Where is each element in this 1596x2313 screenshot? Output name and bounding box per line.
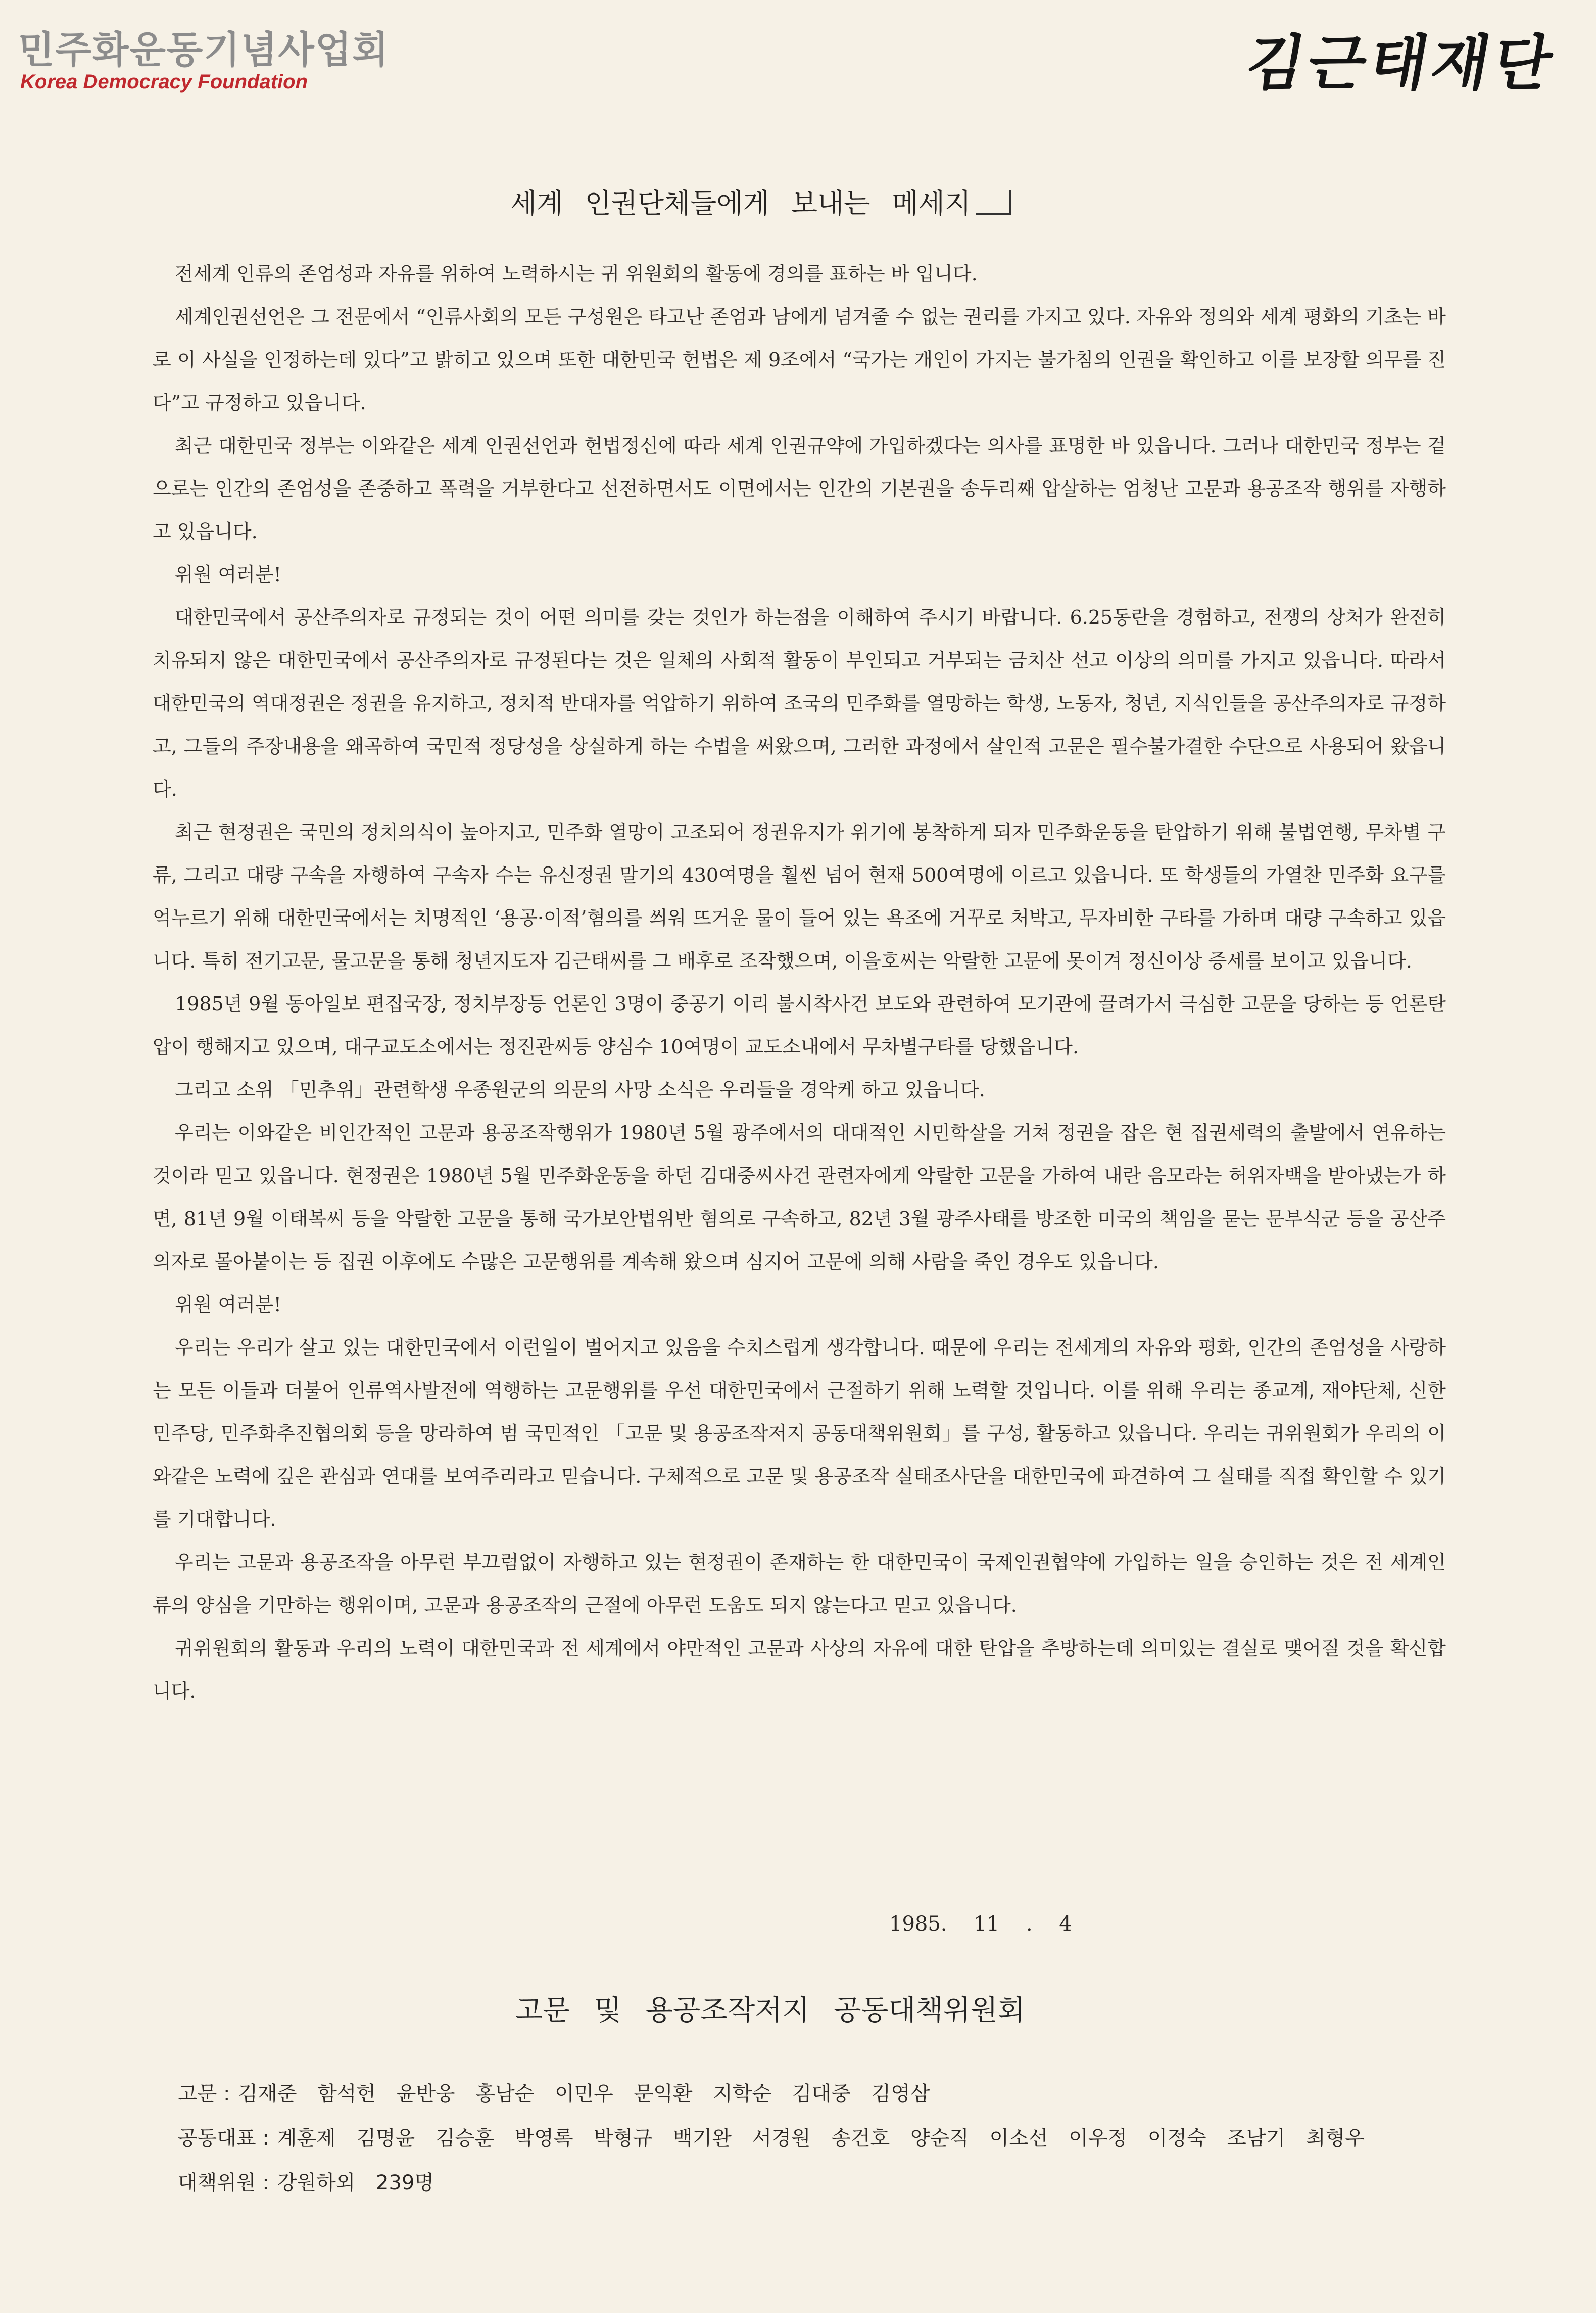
paragraph: 우리는 이와같은 비인간적인 고문과 용공조작행위가 1980년 5월 광주에서의 대대적인 시민학살을 거쳐 정권을 잡은 현 집권세력의 출발에서 연유하는 것이라 믿고 있읍니다. 현정권은 1980년 5월 민주화운동을 하던 김대중씨사건 관련자에게 악랄한 고문을 가하여 내란 음모라는 허위자백을 받아냈는가 하면, 81년 9월 이태복씨 등을 악랄한 고문을 통해 국가보안법위반 혐의로 구속하고, 82년 3월 광주사태를 방조한 미국의 책임을 묻는 문부식군 등을 공산주의자로 몰아붙이는 등 집권 이후에도 수많은 고문행위를 계속해 왔으며 심지어 고문에 의해 사람을 죽인 경우도 있읍니다.	[153, 1122, 1446, 1273]
member-row-advisors	[178, 2071, 1491, 2116]
foundation-logo-english: Korea Democracy Foundation	[20, 71, 308, 93]
signature-stamp: 김근태재단	[1241, 28, 1562, 98]
member-list	[178, 2071, 1491, 2205]
paragraph: 우리는 우리가 살고 있는 대한민국에서 이런일이 벌어지고 있음을 수치스럽게 생각합니다. 때문에 우리는 전세계의 자유와 평화, 인간의 존엄성을 사랑하는 모든 이들과 더불어 인류역사발전에 역행하는 고문행위를 우선 대한민국에서 근절하기 위해 노력할 것입니다. 이를 위해 우리는 종교계, 재야단체, 신한민주당, 민주화추진협의회 등을 망라하여 범 국민적인 「고문 및 용공조작저지 공동대책위원회」를 구성, 활동하고 있읍니다. 우리는 귀위원회가 우리의 이와같은 노력에 깊은 관심과 연대를 보여주리라고 믿습니다. 구체적으로 고문 및 용공조작 실태조사단을 대한민국에 파견하여 그 실태를 직접 확인할 수 있기를 기대합니다.	[153, 1336, 1446, 1530]
member-row-label: 고문 :	[178, 2082, 230, 2105]
paragraph: 우리는 고문과 용공조작을 아무런 부끄럼없이 자행하고 있는 현정권이 존재하는 한 대한민국이 국제인권협약에 가입하는 일을 승인하는 것은 전 세계인류의 양심을 기만하는 행위이며, 고문과 용공조작의 근절에 아무런 도움도 되지 않는다고 믿고 있읍니다.	[153, 1551, 1446, 1616]
document-title	[510, 182, 1011, 221]
paragraph: 귀위원회의 활동과 우리의 노력이 대한민국과 전 세계에서 야만적인 고문과 사상의 자유에 대한 탄압을 추방하는데 의미있는 결실로 맺어질 것을 확신합니다.	[153, 1637, 1446, 1702]
paragraph: 최근 대한민국 정부는 이와같은 세계 인권선언과 헌법정신에 따라 세계 인권규약에 가입하겠다는 의사를 표명한 바 있읍니다. 그러나 대한민국 정부는 겉으로는 인간의 존엄성을 존중하고 폭력을 거부한다고 선전하면서도 이면에서는 인간의 기본권을 송두리째 압살하는 엄청난 고문과 용공조작 행위를 자행하고 있읍니다.	[153, 435, 1446, 543]
paragraph: 1985년 9월 동아일보 편집국장, 정치부장등 언론인 3명이 중공기 이리 불시착사건 보도와 관련하여 모기관에 끌려가서 극심한 고문을 당하는 등 언론탄압이 행해지고 있으며, 대구교도소에서는 정진관씨등 양심수 10여명이 교도소내에서 무차별구타를 당했읍니다.	[153, 993, 1446, 1058]
member-row-committee	[178, 2160, 1491, 2205]
paragraph: 대한민국에서 공산주의자로 규정되는 것이 어떤 의미를 갖는 것인가 하는점을 이해하여 주시기 바랍니다. 6.25동란을 경험하고, 전쟁의 상처가 완전히 치유되지 않은 대한민국에서 공산주의자로 규정된다는 것은 일체의 사회적 활동이 부인되고 거부되는 금치산 선고 이상의 의미를 가지고 있읍니다. 따라서 대한민국의 역대정권은 정권을 유지하고, 정치적 반대자를 억압하기 위하여 조국의 민주화를 열망하는 학생, 노동자, 청년, 지식인들을 공산주의자로 규정하고, 그들의 주장내용을 왜곡하여 국민적 정당성을 상실하게 하는 수법을 써왔으며, 그러한 과정에서 살인적 고문은 필수불가결한 수단으로 사용되어 왔읍니다.	[153, 606, 1446, 800]
salutation: 위원 여러분!	[175, 1293, 281, 1316]
salutation: 위원 여러분!	[175, 563, 281, 586]
member-row-names: 김재준 함석헌 윤반웅 홍남순 이민우 문익환 지학순 김대중 김영삼	[238, 2082, 930, 2105]
member-row-representatives	[178, 2116, 1491, 2160]
paragraph: 전세계 인류의 존엄성과 자유를 위하여 노력하시는 귀 위원회의 활동에 경의를 표하는 바 입니다.	[175, 263, 978, 285]
foundation-logo-korean: 민주화운동기념사업회	[18, 28, 390, 72]
paragraph: 그리고 소위 「민추위」관련학생 우종원군의 의문의 사망 소식은 우리들을 경악케 하고 있읍니다.	[175, 1079, 985, 1101]
title-text: 세계 인권단체들에게 보내는 메세지	[510, 187, 971, 219]
member-row-names: 계훈제 김명윤 김승훈 박영록 박형규 백기완 서경원 송건호 양순직 이소선 이우정 이정숙 조남기 최형우	[277, 2127, 1365, 2150]
member-row-names: 강원하외 239명	[277, 2171, 434, 2194]
member-row-label: 대책위원 :	[178, 2171, 269, 2194]
letter-body	[153, 253, 1446, 1713]
organization-name: 고문 및 용공조작저지 공동대책위원회	[515, 1994, 1025, 2027]
member-row-label: 공동대표 :	[178, 2127, 269, 2150]
paragraph: 세계인권선언은 그 전문에서 “인류사회의 모든 구성원은 타고난 존엄과 남에게 넘겨줄 수 없는 권리를 가지고 있다. 자유와 정의와 세계 평화의 기초는 바로 이 사실을 인정하는데 있다”고 밝히고 있으며 또한 대한민국 헌법은 제 9조에서 “국가는 개인이 가지는 불가침의 인권을 확인하고 이를 보장할 의무를 진다”고 규정하고 있읍니다.	[153, 306, 1446, 414]
title-mark-icon	[976, 190, 1011, 215]
paragraph: 최근 현정권은 국민의 정치의식이 높아지고, 민주화 열망이 고조되어 정권유지가 위기에 봉착하게 되자 민주화운동을 탄압하기 위해 불법연행, 무차별 구류, 그리고 대량 구속을 자행하여 구속자 수는 유신정권 말기의 430여명을 훨씬 넘어 현재 500여명에 이르고 있읍니다. 또 학생들의 가열찬 민주화 요구를 억누르기 위해 대한민국에서는 치명적인 ‘용공·이적’혐의를 씌워 뜨거운 물이 들어 있는 욕조에 거꾸로 처박고, 무자비한 구타를 가하며 대량 구속하고 있읍니다. 특히 전기고문, 물고문을 통해 청년지도자 김근태씨를 그 배후로 조작했으며, 이을호씨는 악랄한 고문에 못이겨 정신이상 증세를 보이고 있읍니다.	[153, 821, 1446, 972]
document-date: 1985. 11 . 4	[889, 1912, 1072, 1936]
